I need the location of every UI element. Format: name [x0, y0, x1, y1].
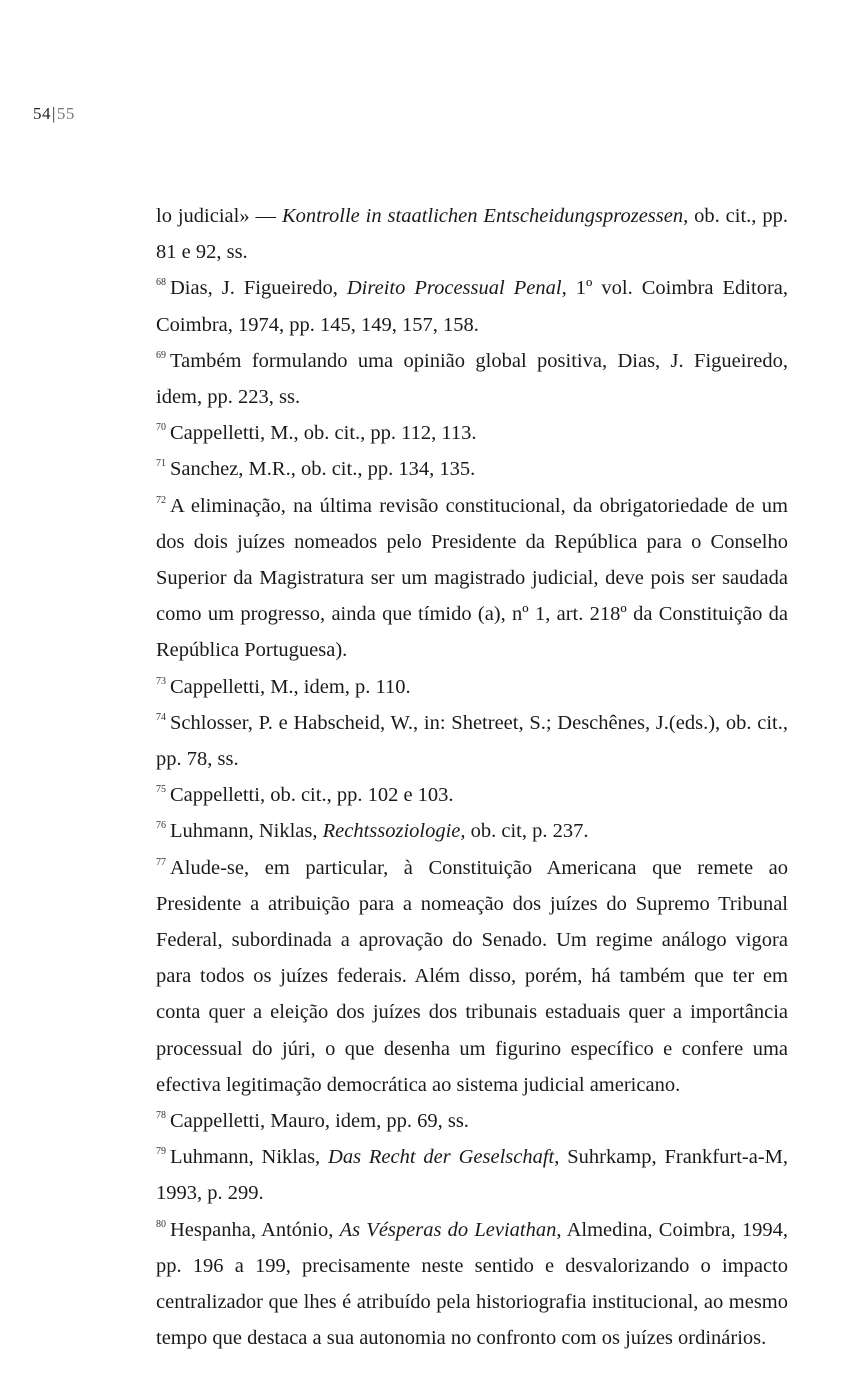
footnote — [156, 1139, 788, 1211]
footnote-text: lo judicial» — — [156, 205, 282, 227]
footnote-text: Também formulando uma opinião global positiva, Dias, J. Figueiredo, idem, pp. 223, ss. — [156, 349, 788, 409]
footnote-number: 79 — [156, 1146, 166, 1158]
footnote-text: Alude-se, em particular, à Constituição Americana que remete ao Presidente a atribuição para a nomeação dos juízes do Supremo Tribunal Federal, subordinada a aprovação do Senado. Um regime análogo vigora para todos os juízes federais. Além disso, porém, há também que ter em conta quer a eleição dos juízes dos tribunais estaduais quer a importância processual do júri, o que desenha um figurino específico e confere uma efectiva legitimação democrática ao sistema judicial americano. — [156, 856, 788, 1096]
footnote-text: Sanchez, M.R., ob. cit., pp. 134, 135. — [170, 458, 476, 481]
footnote-text: , 1º vol. Coimbra Editora, Coimbra, 1974, pp. 145, 149, 157, 158. — [156, 277, 788, 336]
footnote-number: 75 — [156, 784, 166, 796]
footnote — [156, 343, 788, 415]
page-number-next: 55 — [56, 104, 75, 123]
footnote-text: , ob. cit., pp. 81 e 92, ss. — [156, 205, 788, 264]
page-number-separator: | — [52, 104, 56, 123]
footnote-number: 74 — [156, 711, 166, 723]
footnote-number: 73 — [156, 675, 166, 687]
footnote-number: 69 — [156, 349, 166, 361]
footnote — [156, 777, 788, 813]
footnote-number: 70 — [156, 422, 166, 434]
footnote — [156, 198, 788, 270]
footnote-title: Direito Processual Penal — [346, 277, 562, 300]
footnote — [156, 813, 788, 849]
footnote-text: Cappelletti, Mauro, idem, pp. 69, ss. — [170, 1110, 469, 1133]
page-number — [33, 104, 75, 124]
footnote-number: 77 — [156, 856, 166, 868]
footnote-text: Cappelletti, ob. cit., pp. 102 e 103. — [170, 784, 454, 807]
footnote-text: Dias, J. Figueiredo, — [170, 277, 347, 300]
footnote-text: Cappelletti, M., ob. cit., pp. 112, 113. — [170, 422, 477, 445]
footnote-title: Kontrolle in staatlichen Entscheidungsprozessen — [281, 205, 684, 227]
footnote-text: Hespanha, António, — [170, 1218, 340, 1241]
footnote-number: 78 — [156, 1110, 166, 1122]
footnote-title: As Vésperas do Leviathan — [339, 1218, 557, 1241]
footnote — [156, 1212, 788, 1357]
footnote — [156, 451, 788, 487]
footnotes — [156, 198, 788, 1357]
footnote-text: Luhmann, Niklas, — [170, 1146, 329, 1169]
footnote — [156, 488, 788, 669]
footnote-title: Das Recht der Geselschaft — [328, 1146, 555, 1169]
footnote — [156, 669, 788, 705]
footnote-title: Rechtssoziologie, — [322, 820, 466, 843]
footnote — [156, 1103, 788, 1139]
footnote — [156, 850, 788, 1103]
footnote-number: 71 — [156, 458, 166, 470]
footnote-text: A eliminação, na última revisão constitucional, da obrigatoriedade de um dos dois juízes nomeados pelo Presidente da República para o Conselho Superior da Magistratura ser um magistrado judicial, deve pois ser saudada como um progresso, ainda que tímido (a), nº 1, art. 218º da Constituição da República Portuguesa). — [156, 494, 788, 662]
footnote-text: ob. cit, p. 237. — [465, 820, 589, 843]
footnote-text: , Suhrkamp, Frankfurt-a-M, 1993, p. 299. — [156, 1146, 788, 1205]
footnote-number: 76 — [156, 820, 166, 832]
page-number-current: 54 — [33, 104, 51, 123]
footnote-text: Schlosser, P. e Habscheid, W., in: Shetreet, S.; Deschênes, J.(eds.), ob. cit., pp. 78, ss. — [156, 711, 788, 771]
footnote — [156, 270, 788, 342]
footnote-text: Luhmann, Niklas, — [170, 820, 323, 843]
footnote-text: , Almedina, Coimbra, 1994, pp. 196 a 199, precisamente neste sentido e desvalorizando o impacto centralizador que lhes é atribuído pela historiografia institucional, ao mesmo tempo que destaca a sua autonomia no confronto com os juízes ordinários. — [156, 1218, 788, 1350]
footnote — [156, 415, 788, 451]
footnote-number: 68 — [156, 277, 166, 289]
footnote-number: 80 — [156, 1218, 166, 1230]
footnote-text: Cappelletti, M., idem, p. 110. — [170, 675, 411, 698]
footnote-number: 72 — [156, 494, 166, 506]
footnote — [156, 705, 788, 777]
